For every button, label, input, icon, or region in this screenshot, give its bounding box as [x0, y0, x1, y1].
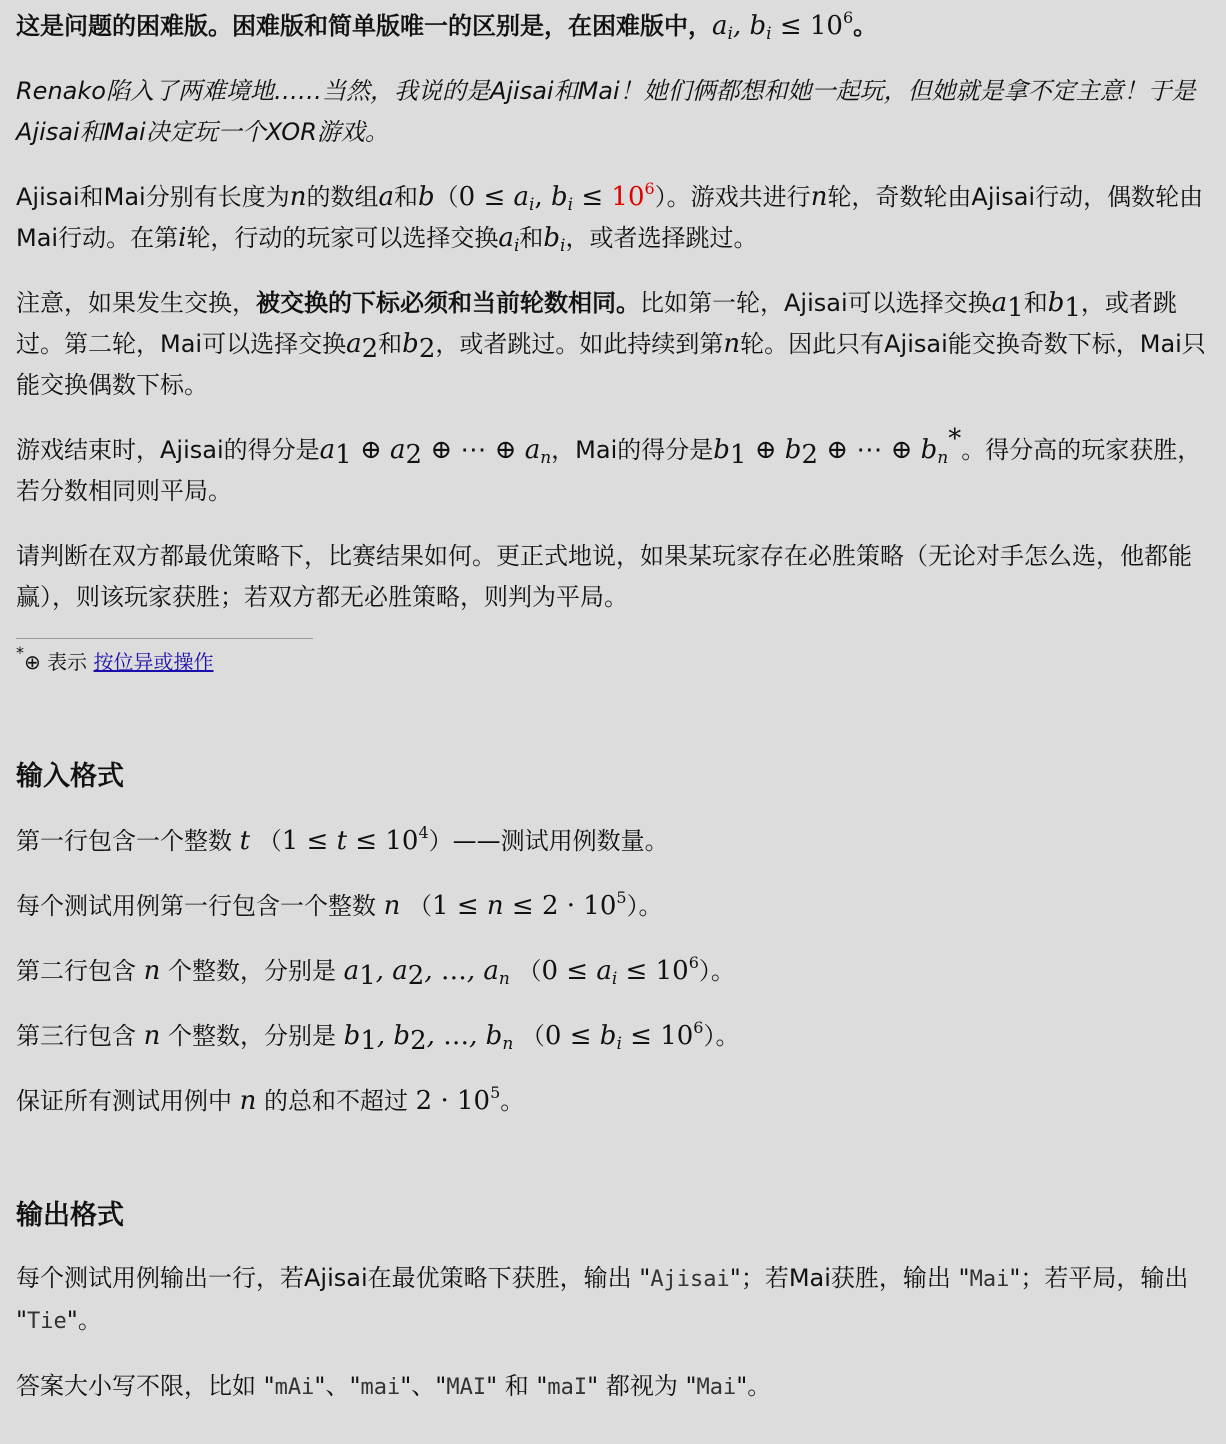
task-statement: 请判断在双方都最优策略下，比赛结果如何。更正式地说，如果某玩家存在必胜策略（无论对手怎么选，他都能赢），则该玩家获胜；若双方都无必胜策略，则判为平局。: [16, 542, 1192, 611]
text-seg: 和: [378, 330, 403, 358]
text-seg: "；若平局，输出 ": [16, 1264, 1189, 1334]
text-seg: ）。游戏共进行: [654, 183, 811, 211]
code-example: mAi: [274, 1375, 315, 1400]
text-seg: （: [408, 892, 433, 920]
text-seg: 比如第一轮，Ajisai可以选择交换: [640, 289, 992, 317]
text-seg: （: [257, 827, 282, 855]
var-b: b: [417, 182, 435, 212]
text-seg: 和: [1023, 289, 1048, 317]
text-seg: 保证所有测试用例中: [16, 1087, 232, 1115]
text-seg: " 都视为 ": [587, 1372, 697, 1400]
text-seg: "；若Mai获胜，输出 ": [729, 1264, 970, 1292]
hard-note-text: 这是问题的困难版。困难版和简单版唯一的区别是，在困难版中，: [16, 12, 712, 40]
footnote-text: ⊕ 表示: [24, 650, 94, 674]
text-seg: 。: [500, 1087, 525, 1115]
story-intro: Renako陷入了两难境地……当然，我说的是Ajisai和Mai！她们俩都想和她一起玩，但她就是拿不定主意！于是Ajisai和Mai决定玩一个XOR游戏。: [16, 77, 1196, 146]
text-seg: 的数组: [306, 183, 379, 211]
text-seg: 轮，奇数轮由Ajisai行动，偶数轮由Mai行动。在第: [16, 183, 1204, 252]
bi-constraint: $0 \le b_i \le 10^6$: [544, 1018, 704, 1054]
text-seg: 注意，如果发生交换，: [16, 289, 256, 317]
var-n: n: [723, 329, 741, 359]
text-seg: 。得分高的玩家获胜，若分数相同则平局。: [16, 436, 1202, 505]
text-seg: 第二行包含: [16, 957, 136, 985]
var-n: n: [810, 182, 828, 212]
xor-link[interactable]: 按位异或操作: [93, 650, 214, 674]
input-line-3: [16, 951, 1210, 992]
text-seg: 第三行包含: [16, 1022, 136, 1050]
text-seg: "、": [400, 1372, 447, 1400]
sum-constraint: $2 \cdot 10^5$: [415, 1083, 501, 1116]
text-seg: 每个测试用例第一行包含一个整数: [16, 892, 376, 920]
var-bi: $b_i$: [543, 223, 566, 256]
b-list: $b_1$, $b_2$, …, $b_n$: [343, 1021, 514, 1056]
input-line-1: [16, 821, 1210, 862]
bold-rule: 被交换的下标必须和当前轮数相同。: [256, 289, 640, 317]
var-b2: $b_2$: [402, 329, 436, 364]
code-ajisai: Ajisai: [650, 1267, 730, 1292]
var-a1: $a_1$: [991, 288, 1024, 323]
text-seg: （: [434, 183, 459, 211]
hard-note-end: 。: [853, 12, 878, 40]
text-seg: ）。: [698, 957, 735, 985]
footnote-divider: [16, 638, 313, 639]
text-seg: 和: [519, 224, 544, 252]
code-example: mai: [360, 1375, 401, 1400]
ajisai-score-formula: $a_1$ ⊕ $a_2$ ⊕ ⋯ ⊕ $a_n$: [319, 435, 552, 470]
var-n: n: [143, 956, 161, 986]
var-t: t: [239, 826, 251, 856]
game-description: [16, 177, 1210, 259]
text-seg: ，Mai的得分是: [551, 436, 714, 464]
text-seg: " 和 ": [486, 1372, 548, 1400]
text-seg: 轮，行动的玩家可以选择交换: [186, 224, 499, 252]
text-seg: 每个测试用例输出一行，若Ajisai在最优策略下获胜，输出 ": [16, 1264, 651, 1292]
text-seg: Ajisai和Mai分别有长度为: [16, 183, 290, 211]
text-seg: 个整数，分别是: [168, 1022, 337, 1050]
text-seg: ）——测试用例数量。: [428, 827, 669, 855]
text-seg: ）。: [703, 1022, 740, 1050]
footnote: [16, 645, 1210, 679]
input-line-4: [16, 1016, 1210, 1057]
hard-note-formula: $a_i$, $b_i \le 10^6$: [712, 8, 854, 44]
text-seg: （: [520, 1022, 545, 1050]
code-mai: Mai: [696, 1375, 737, 1400]
var-n: n: [143, 1021, 161, 1051]
output-line-2: [16, 1366, 1210, 1408]
var-ai: $a_i$: [498, 223, 520, 256]
var-b1: $b_1$: [1047, 288, 1081, 323]
output-line-1: [16, 1258, 1210, 1342]
text-seg: 答案大小写不限，比如 ": [16, 1372, 275, 1400]
input-format-title: 输入格式: [16, 761, 124, 792]
swap-rule: [16, 283, 1210, 406]
code-tie: Tie: [27, 1309, 67, 1334]
var-n: n: [383, 891, 401, 921]
code-mai: Mai: [969, 1267, 1010, 1292]
text-seg: 和: [393, 183, 418, 211]
var-n: n: [239, 1086, 257, 1116]
text-seg: ，或者选择跳过。: [565, 224, 758, 252]
t-constraint: $1 \le t \le 10^4$: [281, 823, 429, 856]
text-seg: ）。: [626, 892, 663, 920]
constraint-formula: $0 \le a_i$, $b_i \le 10^6$: [458, 179, 655, 215]
output-format-title: 输出格式: [16, 1200, 124, 1231]
text-seg: 的总和不超过: [264, 1087, 409, 1115]
text-seg: 游戏结束时，Ajisai的得分是: [16, 436, 320, 464]
text-seg: ，或者跳过。第二轮，Mai可以选择交换: [16, 289, 1177, 358]
hard-version-note: [16, 6, 1210, 47]
code-example: maI: [547, 1375, 588, 1400]
var-n: n: [289, 182, 307, 212]
n-constraint: $1 \le n \le 2 \cdot 10^5$: [432, 888, 627, 921]
a-list: $a_1$, $a_2$, …, $a_n$: [343, 956, 510, 991]
text-seg: ，或者跳过。如此持续到第: [435, 330, 724, 358]
text-seg: 第一行包含一个整数: [16, 827, 232, 855]
text-seg: 轮。因此只有Ajisai能交换奇数下标，Mai只能交换偶数下标。: [16, 330, 1206, 399]
scoring-rule: [16, 424, 1210, 512]
text-seg: "、": [314, 1372, 361, 1400]
var-a: a: [378, 182, 394, 212]
text-seg: 个整数，分别是: [168, 957, 337, 985]
footnote-mark: *: [16, 643, 24, 662]
ai-constraint: $0 \le a_i \le 10^6$: [541, 953, 699, 989]
var-i: i: [178, 223, 187, 253]
code-example: MAI: [446, 1375, 487, 1400]
input-line-5: [16, 1081, 1210, 1122]
text-seg: "。: [66, 1306, 102, 1334]
text-seg: （: [517, 957, 542, 985]
input-line-2: [16, 886, 1210, 927]
text-seg: "。: [736, 1372, 772, 1400]
var-a2: $a_2$: [346, 329, 379, 364]
mai-score-formula: $b_1$ ⊕ $b_2$ ⊕ ⋯ ⊕ $b_n^*$: [713, 424, 962, 470]
